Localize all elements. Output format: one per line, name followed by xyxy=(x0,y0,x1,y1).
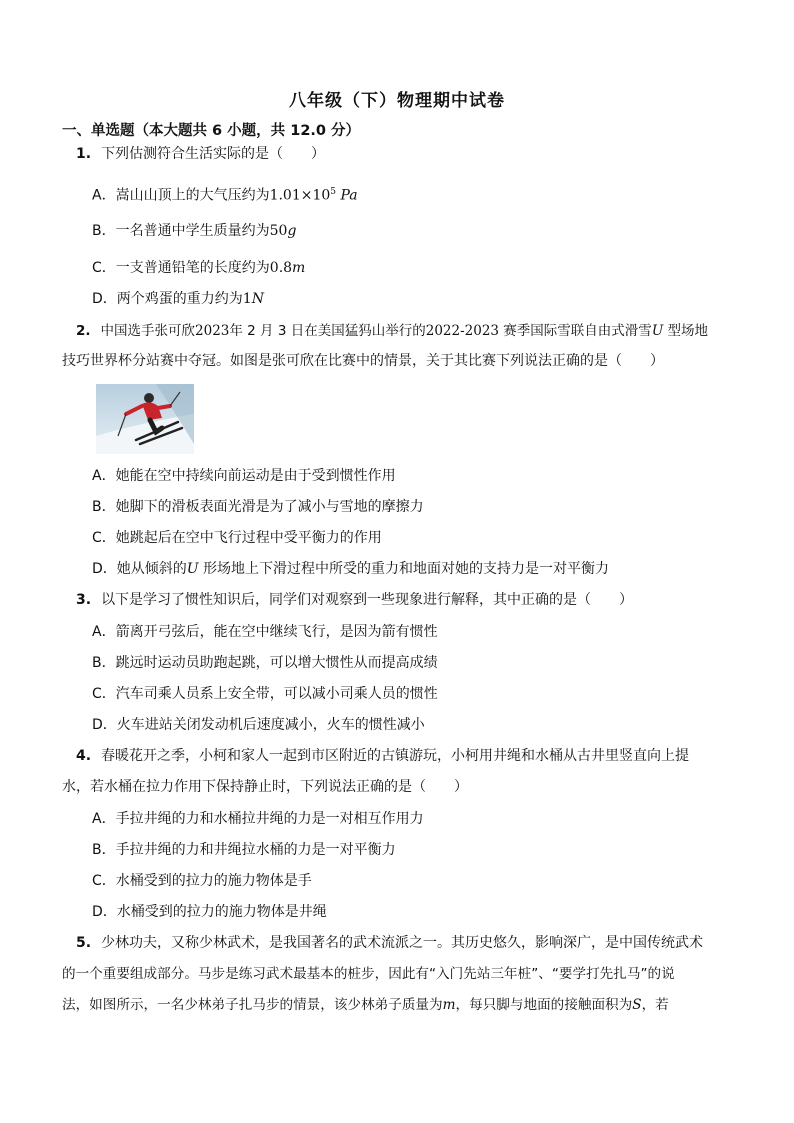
option-text: 她能在空中持续向前运动是由于受到惯性作用 xyxy=(115,468,396,484)
math-symbol: U xyxy=(186,561,199,577)
math-symbol: S xyxy=(632,997,642,1013)
option-label: C． xyxy=(92,686,116,702)
question-3-option-c xyxy=(92,684,438,704)
question-1-option-c xyxy=(92,258,305,278)
question-number: 4. xyxy=(76,748,92,764)
question-3-option-d xyxy=(92,715,425,735)
option-label: B． xyxy=(92,223,116,239)
math-value: 1 xyxy=(242,291,252,307)
option-label: A． xyxy=(92,468,116,484)
math-unit: g xyxy=(287,223,297,239)
section-heading: 一、单选题（本大题共 6 小题，共 12.0 分） xyxy=(62,123,361,139)
option-text: 一支普通铅笔的长度约为 xyxy=(115,260,270,276)
question-4-option-d xyxy=(92,902,327,922)
option-label: B． xyxy=(92,842,116,858)
option-label: B． xyxy=(92,499,116,515)
option-text: 手拉井绳的力和水桶拉井绳的力是一对相互作用力 xyxy=(115,811,424,827)
math-unit: m xyxy=(292,260,306,276)
question-4-option-c xyxy=(92,871,312,891)
option-text: 水桶受到的拉力的施力物体是井绳 xyxy=(116,904,327,920)
math-unit: N xyxy=(251,291,264,307)
question-4-stem-line-2: 水，若水桶在拉力作用下保持静止时，下列说法正确的是（ ） xyxy=(62,779,468,795)
question-2-stem-line-1 xyxy=(76,321,708,341)
option-text: 火车进站关闭发动机后速度减小，火车的惯性减小 xyxy=(116,717,425,733)
math-value: 0.8 xyxy=(269,260,293,276)
question-5-stem-line-2: 的一个重要组成部分。马步是练习武术最基本的桩步，因此有“入门先站三年桩”、“要学打先扎马”的说 xyxy=(62,966,675,982)
option-label: D． xyxy=(92,291,117,307)
math-value: 2022-2023 xyxy=(425,323,500,339)
math-value: 1.01×10 xyxy=(269,187,331,204)
question-2-option-d xyxy=(92,559,609,579)
skier-photo-image xyxy=(96,384,194,454)
question-text: 中国选手张可欣 xyxy=(100,323,196,339)
question-text: ，若 xyxy=(641,997,669,1013)
math-symbol: m xyxy=(442,997,456,1013)
question-5-stem-line-1 xyxy=(76,933,703,953)
option-text: 她从倾斜的 xyxy=(116,561,187,577)
option-label: A． xyxy=(92,811,116,827)
option-label: C． xyxy=(92,260,116,276)
question-3-stem xyxy=(76,590,633,610)
option-label: C． xyxy=(92,873,116,889)
skier-photo xyxy=(96,384,194,454)
option-text: 她脚下的滑板表面光滑是为了减小与雪地的摩擦力 xyxy=(115,499,424,515)
question-2-option-a xyxy=(92,466,396,486)
question-1-option-a xyxy=(92,182,358,206)
question-2-stem-line-2: 技巧世界杯分站赛中夺冠。如图是张可欣在比赛中的情景，关于其比赛下列说法正确的是（ ） xyxy=(62,353,664,369)
question-text: 法，如图所示，一名少林弟子扎马步的情景，该少林弟子质量为 xyxy=(62,997,443,1013)
option-text: 她跳起后在空中飞行过程中受平衡力的作用 xyxy=(115,530,382,546)
option-label: A． xyxy=(92,624,116,640)
option-label: B． xyxy=(92,655,116,671)
option-label: C． xyxy=(92,530,116,546)
question-number: 2. xyxy=(76,323,91,339)
question-3-option-b xyxy=(92,653,438,673)
option-text: 汽车司乘人员系上安全带，可以减小司乘人员的惯性 xyxy=(115,686,438,702)
question-4-option-a xyxy=(92,809,424,829)
math-unit: Pa xyxy=(336,187,358,204)
question-3-option-a xyxy=(92,622,438,642)
option-text: 手拉井绳的力和井绳拉水桶的力是一对平衡力 xyxy=(115,842,396,858)
option-text: 两个鸡蛋的重力约为 xyxy=(116,291,243,307)
option-label: D． xyxy=(92,904,117,920)
math-value: 2023 xyxy=(195,323,230,339)
question-text: 少林功夫，又称少林武术，是我国著名的武术流派之一。其历史悠久，影响深广，是中国传统武术 xyxy=(101,935,704,951)
option-label: D． xyxy=(92,561,117,577)
question-text: 春暖花开之季，小柯和家人一起到市区附近的古镇游玩，小柯用井绳和水桶从古井里竖直向上提 xyxy=(101,748,690,764)
math-symbol: U xyxy=(651,323,664,339)
option-text: 嵩山山顶上的大气压约为 xyxy=(115,187,270,204)
question-1-stem xyxy=(76,144,325,164)
question-number: 1. xyxy=(76,146,92,162)
question-4-option-b xyxy=(92,840,396,860)
question-text: 赛季国际雪联自由式滑雪 xyxy=(499,323,652,339)
question-2-option-b xyxy=(92,497,424,517)
question-text: ，每只脚与地面的接触面积为 xyxy=(455,997,633,1013)
question-1-option-d xyxy=(92,289,264,309)
page-title: 八年级（下）物理期中试卷 xyxy=(289,91,505,111)
question-1-option-b xyxy=(92,221,296,241)
math-value: 50 xyxy=(269,223,288,239)
question-5-stem-line-3 xyxy=(62,995,669,1015)
math-exponent: 5 xyxy=(330,187,337,197)
option-text: 水桶受到的拉力的施力物体是手 xyxy=(115,873,312,889)
question-text: 以下是学习了惯性知识后，同学们对观察到一些现象进行解释，其中正确的是（ ） xyxy=(101,592,634,608)
question-2-option-c xyxy=(92,528,382,548)
option-text: 形场地上下滑过程中所受的重力和地面对她的支持力是一对平衡力 xyxy=(198,561,610,577)
question-number: 3. xyxy=(76,592,92,608)
option-text: 箭离开弓弦后，能在空中继续飞行，是因为箭有惯性 xyxy=(115,624,438,640)
question-4-stem-line-1 xyxy=(76,746,689,766)
option-text: 一名普通中学生质量约为 xyxy=(115,223,270,239)
option-label: A． xyxy=(92,187,116,204)
question-text: 年 2 月 3 日在美国猛犸山举行的 xyxy=(229,323,426,339)
question-number: 5. xyxy=(76,935,92,951)
option-label: D． xyxy=(92,717,117,733)
option-text: 跳远时运动员助跑起跳，可以增大惯性从而提高成绩 xyxy=(115,655,438,671)
question-text: 型场地 xyxy=(663,323,708,339)
question-text: 下列估测符合生活实际的是（ ） xyxy=(101,146,326,162)
